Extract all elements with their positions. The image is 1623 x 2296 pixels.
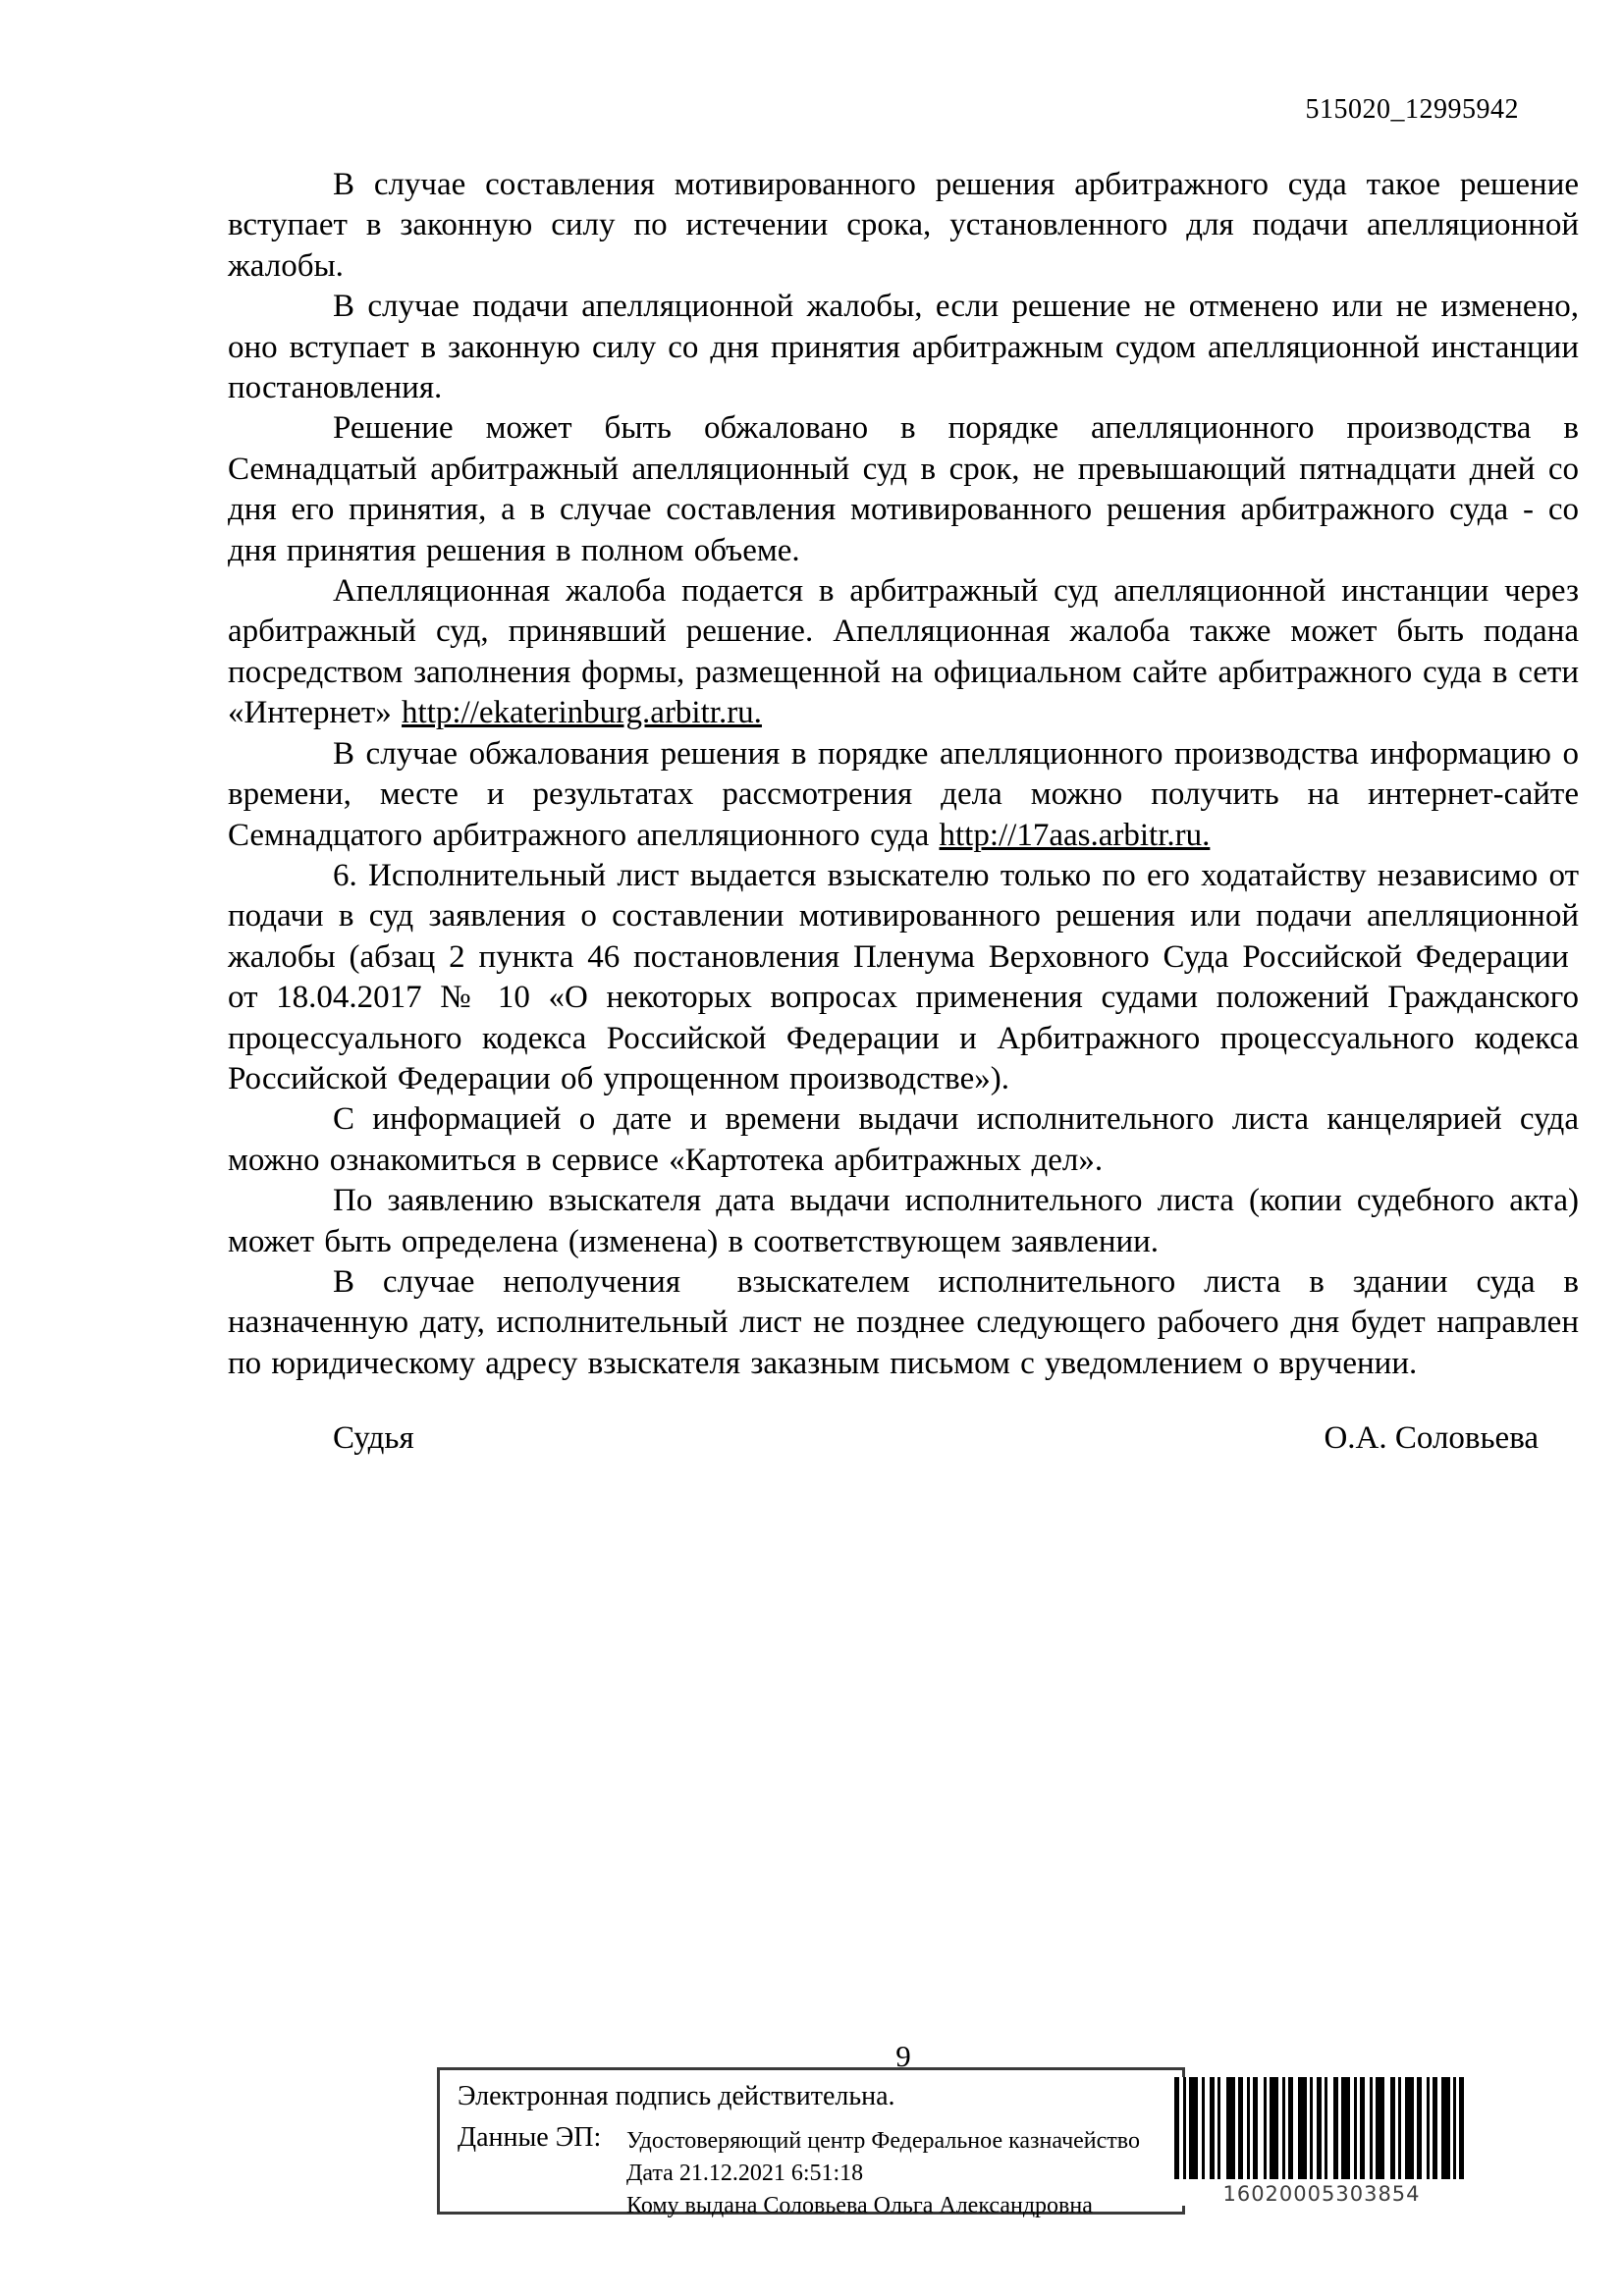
esign-detail-line: Дата 21.12.2021 6:51:18 [626,2161,864,2186]
signature-name: О.А. Соловьева [1324,1420,1539,1456]
esign-valid-text: Электронная подпись действительна. [458,2081,895,2111]
page-number: 9 [895,2039,911,2073]
esign-box [437,2067,1185,2218]
paragraph [228,856,1579,1099]
text-run: По заявлению взыскателя дата выдачи исполнительного листа (копии судебного акта) может быть определена (изменена) в соответствующем заявлении. [228,1183,1579,1259]
paragraph [228,1262,1579,1384]
esign-data-label: Данные ЭП: [458,2122,602,2153]
text-run: Решение может быть обжаловано в порядке апелляционного производства в Семнадцатый арбитражный апелляционный суд в срок, не превышающий пятнадцати дней со дня его принятия, а в случае составления мотивированного решения арбитражного суда - со дня принятия решения в полном объеме. [228,410,1579,568]
text-run: С информацией о дате и времени выдачи исполнительного листа канцелярией суда можно ознакомиться в сервисе «Картотека арбитражных дел». [228,1101,1579,1178]
signature-role-label: Судья [333,1420,414,1456]
barcode-number: 16020005303854 [1222,2182,1421,2206]
barcode [1174,2077,1469,2206]
paragraph [228,287,1579,408]
text-run: В случае подачи апелляционной жалобы, если решение не отменено или не изменено, оно вступает в законную силу со дня принятия арбитражным судом апелляционной инстанции постановления. [228,289,1579,406]
signature-row [228,1420,1579,1457]
paragraph [228,571,1579,734]
paragraph [228,1099,1579,1181]
paragraph [228,408,1579,571]
body-paragraphs [228,165,1579,1384]
paragraph [228,1181,1579,1262]
hyperlink[interactable]: http://17aas.arbitr.ru. [939,817,1211,853]
hyperlink[interactable]: http://ekaterinburg.arbitr.ru. [402,695,762,731]
esign-detail-line: Кому выдана Соловьева Ольга Александровна [626,2193,1093,2218]
esign-data-row [458,2122,1174,2222]
paragraph [228,734,1579,856]
text-run: В случае составления мотивированного решения арбитражного суда такое решение вступает в законную силу по истечении срока, установленного для подачи апелляционной жалобы. [228,167,1579,284]
text-run: Апелляционная жалоба подается в арбитражный суд апелляционной инстанции через арбитражный суд, принявший решение. Апелляционная жалоба также может быть подана посредством заполнения формы, размещенной на официальном сайте арбитражного суда в сети «Интернет» [228,573,1579,731]
esign-details [626,2122,1140,2222]
text-run: В случае неполучения взыскателем исполнительного листа в здании суда в назначенную дату, исполнительный лист не позднее следующего рабочего дня будет направлен по юридическому адресу взыскателя заказным письмом с уведомлением о вручении. [228,1263,1579,1381]
text-run: В случае обжалования решения в порядке апелляционного производства информацию о времени, месте и результатах рассмотрения дела можно получить на интернет-сайте Семнадцатого арбитражного апелляционного суда [228,735,1579,853]
esign-detail-line: Удостоверяющий центр Федеральное казначейство [626,2128,1140,2154]
text-run: 6. Исполнительный лист выдается взыскателю только по его ходатайству независимо от подачи в суд заявления о составлении мотивированного решения или подачи апелляционной жалобы (абзац 2 пункта 46 постановления Пленума Верховного Суда Российской Федерации от 18.04.2017 № 10 «О некоторых вопросах применения судами положений Гражданского процессуального кодекса Российской Федерации и Арбитражного процессуального кодекса Российской Федерации об упрощенном производстве»). [228,857,1579,1096]
paragraph [228,165,1579,287]
barcode-bars-icon [1174,2077,1469,2179]
document-number: 515020_12995942 [1305,94,1519,125]
